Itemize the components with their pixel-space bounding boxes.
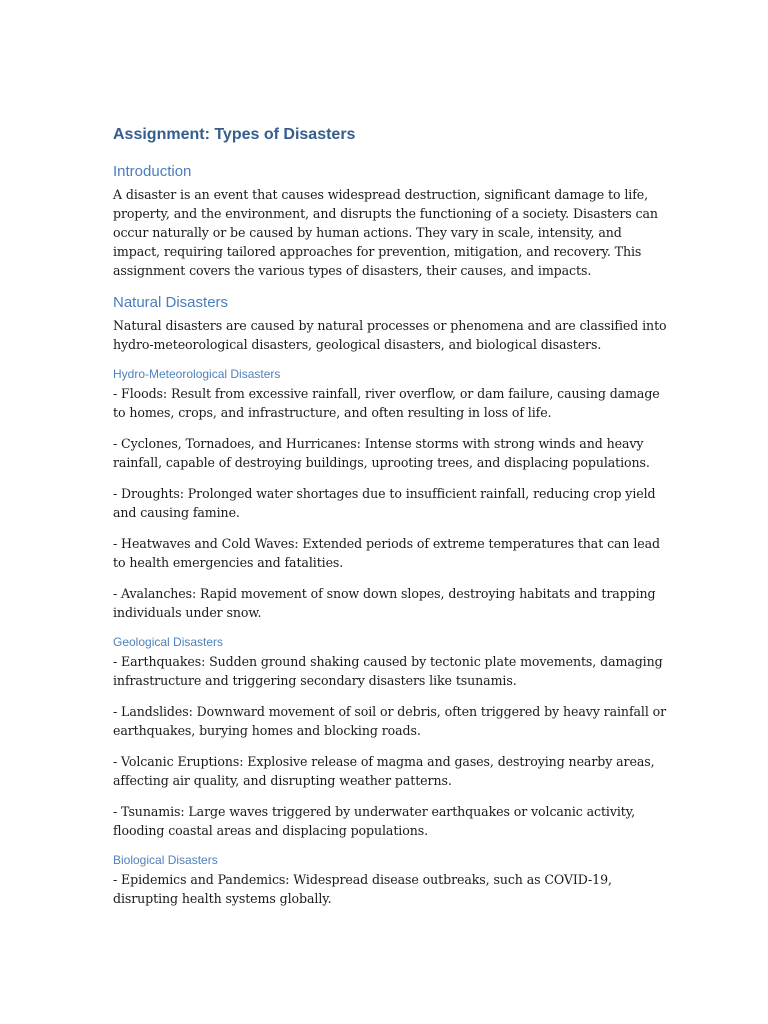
list-item: - Epidemics and Pandemics: Widespread disease outbreaks, such as COVID-19, disrupting health systems globally. — [113, 872, 612, 906]
document-title: Assignment: Types of Disasters — [113, 126, 356, 143]
list-item: - Tsunamis: Large waves triggered by underwater earthquakes or volcanic activity, flooding coastal areas and displacing populations. — [113, 804, 635, 838]
geological-heading: Geological Disasters — [113, 635, 224, 649]
list-item: - Heatwaves and Cold Waves: Extended periods of extreme temperatures that can lead to health emergencies and fatalities. — [113, 536, 661, 570]
introduction-section — [113, 162, 668, 280]
list-item: - Floods: Result from excessive rainfall, river overflow, or dam failure, causing damage to homes, crops, and infrastructure, and often resulting in loss of life. — [113, 386, 660, 420]
natural-disasters-section — [113, 293, 668, 354]
geological-section — [113, 634, 668, 840]
natural-disasters-heading: Natural Disasters — [113, 294, 229, 311]
natural-disasters-paragraph: Natural disasters are caused by natural processes or phenomena and are classified into hydro-meteorological disasters, geological disasters, and biological disasters. — [113, 318, 667, 352]
list-item: - Landslides: Downward movement of soil or debris, often triggered by heavy rainfall or earthquakes, burying homes and blocking roads. — [113, 704, 667, 738]
biological-heading: Biological Disasters — [113, 853, 218, 867]
introduction-heading: Introduction — [113, 163, 192, 180]
list-item: - Earthquakes: Sudden ground shaking caused by tectonic plate movements, damaging infrastructure and triggering secondary disasters like tsunamis. — [113, 654, 663, 688]
list-item: - Cyclones, Tornadoes, and Hurricanes: Intense storms with strong winds and heavy rainfall, capable of destroying buildings, uprooting trees, and displacing populations. — [113, 436, 650, 470]
biological-section — [113, 852, 668, 908]
document-page — [113, 124, 668, 920]
list-item: - Droughts: Prolonged water shortages due to insufficient rainfall, reducing crop yield and causing famine. — [113, 486, 656, 520]
hydro-meteorological-section — [113, 366, 668, 622]
hydro-meteorological-heading: Hydro-Meteorological Disasters — [113, 367, 281, 381]
list-item: - Avalanches: Rapid movement of snow down slopes, destroying habitats and trapping individuals under snow. — [113, 586, 656, 620]
list-item: - Volcanic Eruptions: Explosive release of magma and gases, destroying nearby areas, affecting air quality, and disrupting weather patterns. — [113, 754, 655, 788]
introduction-paragraph: A disaster is an event that causes widespread destruction, significant damage to life, property, and the environment, and disrupts the functioning of a society. Disasters can occur naturally or be caused by human actions. They vary in scale, intensity, and impact, requiring tailored approaches for prevention, mitigation, and recovery. This assignment covers the various types of disasters, their causes, and impacts. — [113, 187, 658, 278]
